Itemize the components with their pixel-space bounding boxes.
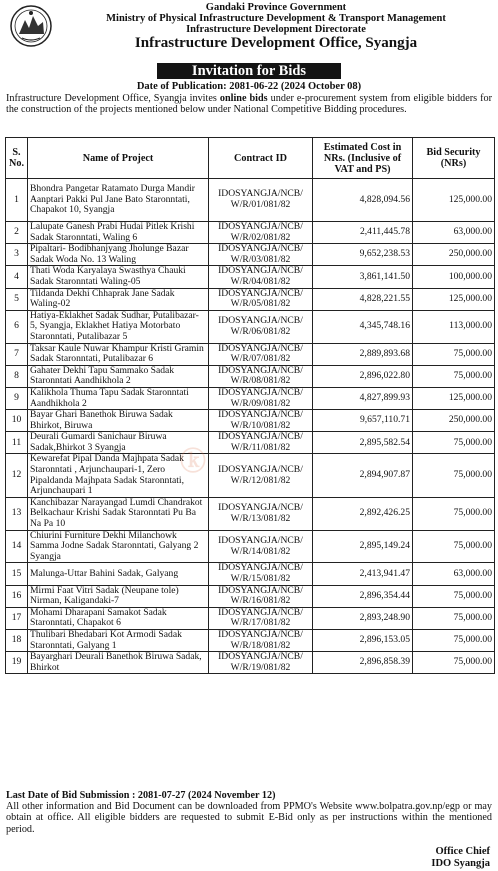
cell-bid-security: 75,000.00 <box>413 585 495 607</box>
cell-sn: 7 <box>6 343 28 365</box>
cell-project-name: Taksar Kaule Nuwar Khampur Kristi Gramin Sadak Staronntati, Putalibazar 6 <box>28 343 209 365</box>
table-row <box>6 343 495 365</box>
cell-project-name: Kanchibazar Narayangad Lumdi Chandrakot Belkachaur Krishi Sadak Staronntati Pu Ba Na Pa 10 <box>28 497 209 530</box>
cell-sn: 3 <box>6 244 28 266</box>
cell-contract-id: IDOSYANGJA/NCB/ W/R/06/081/82 <box>209 310 313 343</box>
cell-project-name: Gahater Dekhi Tapu Sammako Sadak Staronntati Aandhikhola 2 <box>28 365 209 387</box>
cell-contract-id: IDOSYANGJA/NCB/ W/R/11/081/82 <box>209 432 313 454</box>
cell-contract-id: IDOSYANGJA/NCB/ W/R/04/081/82 <box>209 266 313 288</box>
cell-bid-security: 125,000.00 <box>413 288 495 310</box>
directorate-name: Infrastructure Development Directorate <box>186 24 366 35</box>
cell-estimated-cost: 2,896,354.44 <box>313 585 413 607</box>
cell-bid-security: 75,000.00 <box>413 365 495 387</box>
cell-project-name: Kewarefat Pipal Danda Majhpata Sadak Staronntati , Arjunchaupari-1, Zero Pipaldanda Majhpata Sadak Staronntati, Arjunchaupari 1 <box>28 454 209 497</box>
cell-estimated-cost: 2,896,153.05 <box>313 629 413 651</box>
table-row <box>6 454 495 497</box>
cell-contract-id: IDOSYANGJA/NCB/ W/R/12/081/82 <box>209 454 313 497</box>
cell-estimated-cost: 3,861,141.50 <box>313 266 413 288</box>
publication-date: Date of Publication: 2081-06-22 (2024 October 08) <box>136 81 362 92</box>
table-row <box>6 266 495 288</box>
cell-estimated-cost: 4,827,899.93 <box>313 387 413 409</box>
table-row <box>6 563 495 585</box>
cell-estimated-cost: 2,895,582.54 <box>313 432 413 454</box>
col-header-estimated-cost: Estimated Cost in NRs. (Inclusive of VAT and PS) <box>313 138 413 179</box>
cell-project-name: Tildanda Dekhi Chhaprak Jane Sadak Waling-02 <box>28 288 209 310</box>
cell-contract-id: IDOSYANGJA/NCB/ W/R/18/081/82 <box>209 629 313 651</box>
intro-bold-text: online bids <box>219 93 268 104</box>
cell-sn: 10 <box>6 410 28 432</box>
cell-estimated-cost: 2,895,149.24 <box>313 530 413 563</box>
cell-bid-security: 75,000.00 <box>413 530 495 563</box>
cell-estimated-cost: 2,413,941.47 <box>313 563 413 585</box>
cell-contract-id: IDOSYANGJA/NCB/ W/R/08/081/82 <box>209 365 313 387</box>
cell-project-name: Bayar Ghari Banethok Biruwa Sadak Bhirkot, Biruwa <box>28 410 209 432</box>
table-row <box>6 585 495 607</box>
cell-estimated-cost: 2,889,893.68 <box>313 343 413 365</box>
cell-estimated-cost: 9,657,110.71 <box>313 410 413 432</box>
table-row <box>6 387 495 409</box>
footer <box>6 790 492 835</box>
cell-contract-id: IDOSYANGJA/NCB/ W/R/05/081/82 <box>209 288 313 310</box>
cell-estimated-cost: 4,345,748.16 <box>313 310 413 343</box>
col-header-sn: S. No. <box>6 138 28 179</box>
signer-title: Office Chief <box>435 846 490 857</box>
cell-bid-security: 75,000.00 <box>413 629 495 651</box>
cell-sn: 1 <box>6 179 28 222</box>
cell-estimated-cost: 2,896,022.80 <box>313 365 413 387</box>
cell-sn: 13 <box>6 497 28 530</box>
cell-project-name: Chiurini Furniture Dekhi Milanchowk Samma Jodne Sadak Staronntati, Galyang 2 Syangja <box>28 530 209 563</box>
table-row <box>6 497 495 530</box>
table-row <box>6 410 495 432</box>
table-row <box>6 179 495 222</box>
cell-bid-security: 250,000.00 <box>413 410 495 432</box>
cell-project-name: Bhondra Pangetar Ratamato Durga Mandir Aanptari Pakki Pul Jane Bato Staronntati, Chapakot 10, Syangja <box>28 179 209 222</box>
cell-contract-id: IDOSYANGJA/NCB/ W/R/01/081/82 <box>209 179 313 222</box>
cell-sn: 19 <box>6 652 28 674</box>
table-row <box>6 530 495 563</box>
cell-contract-id: IDOSYANGJA/NCB/ W/R/02/081/82 <box>209 222 313 244</box>
cell-estimated-cost: 4,828,221.55 <box>313 288 413 310</box>
intro-text-1: Infrastructure Development Office, Syangja invites <box>6 93 220 104</box>
cell-bid-security: 63,000.00 <box>413 563 495 585</box>
cell-bid-security: 113,000.00 <box>413 310 495 343</box>
cell-project-name: Mirmi Faat Vitri Sadak (Neupane tole) Nirman, Kaligandaki-7 <box>28 585 209 607</box>
cell-project-name: Thulibari Bhedabari Kot Armodi Sadak Staronntati, Galyang 1 <box>28 629 209 651</box>
signature-block <box>431 846 490 870</box>
other-information: All other information and Bid Document can be downloaded from PPMO's Website www.bolpatra.gov.np/egp or may obtain at office. All eligible bidders are requested to submit E-Bid only as per instructions within the mentioned period. <box>6 801 492 835</box>
col-header-bid-security: Bid Security (NRs) <box>413 138 495 179</box>
table-row <box>6 607 495 629</box>
cell-contract-id: IDOSYANGJA/NCB/ W/R/17/081/82 <box>209 607 313 629</box>
cell-sn: 16 <box>6 585 28 607</box>
cell-sn: 2 <box>6 222 28 244</box>
cell-estimated-cost: 2,892,426.25 <box>313 497 413 530</box>
cell-estimated-cost: 2,896,858.39 <box>313 652 413 674</box>
intro-paragraph <box>6 93 492 115</box>
cell-project-name: Thati Woda Karyalaya Swasthya Chauki Sadak Staronntati Waling-05 <box>28 266 209 288</box>
cell-sn: 4 <box>6 266 28 288</box>
cell-sn: 11 <box>6 432 28 454</box>
cell-estimated-cost: 9,652,238.53 <box>313 244 413 266</box>
cell-contract-id: IDOSYANGJA/NCB/ W/R/09/081/82 <box>209 387 313 409</box>
col-header-name: Name of Project <box>28 138 209 179</box>
cell-bid-security: 75,000.00 <box>413 497 495 530</box>
cell-project-name: Pipaltari- Bodibhanjyang Jholunge Bazar Sadak Woda No. 13 Waling <box>28 244 209 266</box>
cell-estimated-cost: 2,893,248.90 <box>313 607 413 629</box>
cell-contract-id: IDOSYANGJA/NCB/ W/R/03/081/82 <box>209 244 313 266</box>
cell-project-name: Mohami Dharapani Samakot Sadak Staronntati, Chapakot 6 <box>28 607 209 629</box>
table-row <box>6 288 495 310</box>
ministry-name: Ministry of Physical Infrastructure Development & Transport Management <box>106 13 446 24</box>
cell-contract-id: IDOSYANGJA/NCB/ W/R/14/081/82 <box>209 530 313 563</box>
cell-bid-security: 75,000.00 <box>413 607 495 629</box>
table-row <box>6 652 495 674</box>
signer-office: IDO Syangja <box>431 858 490 869</box>
cell-project-name: Lalupate Ganesh Prabi Hudai Pitlek Krishi Sadak Staronntati, Waling 6 <box>28 222 209 244</box>
cell-project-name: Kalikhola Thuma Tapu Sadak Staronntati Aandhikhola 2 <box>28 387 209 409</box>
cell-project-name: Deurali Gumardi Sanichaur Biruwa Sadak,Bhirkot 3 Syangja <box>28 432 209 454</box>
cell-project-name: Hatiya-Eklakhet Sadak Sudhar, Putalibazar-5, Syangja, Eklakhet Hatiya Motorbato Staronntati, Putalibazar 5 <box>28 310 209 343</box>
cell-bid-security: 100,000.00 <box>413 266 495 288</box>
cell-sn: 18 <box>6 629 28 651</box>
projects-table <box>5 137 495 674</box>
table-header-row <box>6 138 495 179</box>
cell-contract-id: IDOSYANGJA/NCB/ W/R/19/081/82 <box>209 652 313 674</box>
cell-estimated-cost: 2,894,907.87 <box>313 454 413 497</box>
table-row <box>6 244 495 266</box>
government-name: Gandaki Province Government <box>205 2 347 13</box>
watermark: ⓚ <box>180 447 207 477</box>
cell-sn: 12 <box>6 454 28 497</box>
cell-sn: 6 <box>6 310 28 343</box>
submission-deadline: Last Date of Bid Submission : 2081-07-27 (2024 November 12) <box>6 790 276 801</box>
table-row <box>6 365 495 387</box>
cell-bid-security: 75,000.00 <box>413 432 495 454</box>
cell-sn: 14 <box>6 530 28 563</box>
table-row <box>6 629 495 651</box>
nepal-emblem-icon <box>8 4 54 48</box>
cell-contract-id: IDOSYANGJA/NCB/ W/R/13/081/82 <box>209 497 313 530</box>
notice-banner: Invitation for Bids <box>157 63 341 79</box>
cell-contract-id: IDOSYANGJA/NCB/ W/R/16/081/82 <box>209 585 313 607</box>
table-row <box>6 222 495 244</box>
cell-bid-security: 75,000.00 <box>413 454 495 497</box>
cell-contract-id: IDOSYANGJA/NCB/ W/R/10/081/82 <box>209 410 313 432</box>
cell-bid-security: 125,000.00 <box>413 387 495 409</box>
office-name: Infrastructure Development Office, Syangja <box>134 35 418 51</box>
table-row <box>6 310 495 343</box>
cell-bid-security: 75,000.00 <box>413 343 495 365</box>
cell-sn: 17 <box>6 607 28 629</box>
table-row <box>6 432 495 454</box>
cell-contract-id: IDOSYANGJA/NCB/ W/R/15/081/82 <box>209 563 313 585</box>
cell-estimated-cost: 4,828,094.56 <box>313 179 413 222</box>
intro-text-2: under e-procurement system from eligible bidders for the construction of the projects mentioned below under National Competitive Bidding procedures. <box>6 93 492 116</box>
cell-bid-security: 75,000.00 <box>413 652 495 674</box>
cell-sn: 9 <box>6 387 28 409</box>
cell-sn: 8 <box>6 365 28 387</box>
cell-project-name: Malunga-Uttar Bahini Sadak, Galyang <box>28 563 209 585</box>
cell-sn: 5 <box>6 288 28 310</box>
cell-project-name: Bayarghari Deurali Banethok Biruwa Sadak, Bhirkot <box>28 652 209 674</box>
cell-estimated-cost: 2,411,445.78 <box>313 222 413 244</box>
cell-bid-security: 250,000.00 <box>413 244 495 266</box>
cell-sn: 15 <box>6 563 28 585</box>
cell-bid-security: 125,000.00 <box>413 179 495 222</box>
cell-bid-security: 63,000.00 <box>413 222 495 244</box>
col-header-contract-id: Contract ID <box>209 138 313 179</box>
cell-contract-id: IDOSYANGJA/NCB/ W/R/07/081/82 <box>209 343 313 365</box>
